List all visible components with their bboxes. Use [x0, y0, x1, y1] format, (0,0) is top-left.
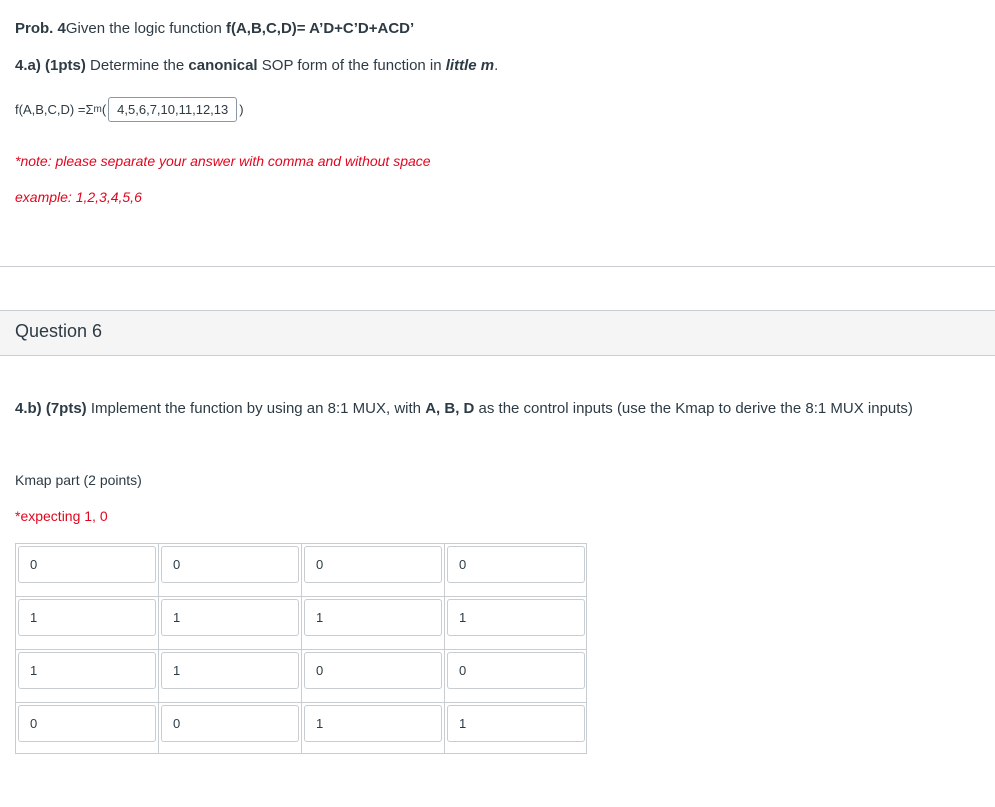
part-a-period: . — [494, 57, 499, 74]
question-header — [0, 310, 995, 356]
answer-format-note: *note: please separate your answer with comma and without space — [15, 153, 431, 169]
part-a-label: 4.a) (1pts) — [15, 57, 86, 74]
kmap-cell-input[interactable]: 0 — [161, 546, 299, 583]
minterms-answer-input[interactable]: 4,5,6,7,10,11,12,13 — [108, 97, 237, 122]
formula-lhs: f(A,B,C,D) = — [15, 101, 86, 117]
kmap-cell-input[interactable]: 1 — [18, 652, 156, 689]
kmap-cell-input[interactable]: 1 — [304, 705, 442, 742]
kmap-grid — [15, 543, 587, 754]
kmap-cell-input[interactable]: 0 — [161, 705, 299, 742]
kmap-cell-input[interactable]: 1 — [304, 599, 442, 636]
kmap-cell-input[interactable]: 0 — [18, 705, 156, 742]
part-a-prompt — [15, 57, 498, 74]
expecting-note: *expecting 1, 0 — [15, 508, 108, 524]
part-b-prompt — [15, 400, 913, 417]
kmap-label: Kmap part (2 points) — [15, 472, 142, 488]
kmap-cell-input[interactable]: 0 — [447, 652, 585, 689]
kmap-row-divider — [16, 596, 586, 597]
part-a-text-2: SOP form of the function in — [257, 57, 446, 74]
problem-number: Prob. 4 — [15, 20, 66, 37]
kmap-row-divider — [16, 649, 586, 650]
kmap-cell-input[interactable]: 0 — [18, 546, 156, 583]
close-paren: ) — [239, 101, 244, 117]
question-title: Question 6 — [15, 321, 103, 341]
sigma-subscript: m — [93, 103, 102, 115]
kmap-cell-input[interactable]: 1 — [161, 599, 299, 636]
canonical-word: canonical — [188, 57, 258, 74]
kmap-row-divider — [16, 702, 586, 703]
part-b-text: Implement the function by using an 8:1 MUX, with — [86, 400, 426, 417]
part-b-label: 4.b) (7pts) — [15, 400, 87, 417]
kmap-cell-input[interactable]: 1 — [161, 652, 299, 689]
problem-title — [15, 20, 414, 37]
logic-function: f(A,B,C,D)= A’D+C’D+ACD’ — [225, 20, 415, 37]
kmap-cell-input[interactable]: 0 — [304, 546, 442, 583]
answer-example: example: 1,2,3,4,5,6 — [15, 189, 142, 205]
sop-formula — [15, 94, 244, 124]
little-m-word: little m — [445, 57, 495, 74]
part-b-text-2: as the control inputs (use the Kmap to derive the 8:1 MUX inputs) — [474, 400, 913, 417]
control-inputs: A, B, D — [425, 400, 475, 417]
problem-given-text: Given the logic function — [65, 20, 226, 37]
kmap-cell-input[interactable]: 1 — [447, 705, 585, 742]
sigma-symbol: Σ — [85, 101, 94, 117]
part-a-text: Determine the — [85, 57, 189, 74]
section-divider — [0, 266, 995, 267]
kmap-cell-input[interactable]: 0 — [447, 546, 585, 583]
open-paren: ( — [101, 101, 107, 117]
kmap-cell-input[interactable]: 0 — [304, 652, 442, 689]
kmap-cell-input[interactable]: 1 — [18, 599, 156, 636]
kmap-cell-input[interactable]: 1 — [447, 599, 585, 636]
